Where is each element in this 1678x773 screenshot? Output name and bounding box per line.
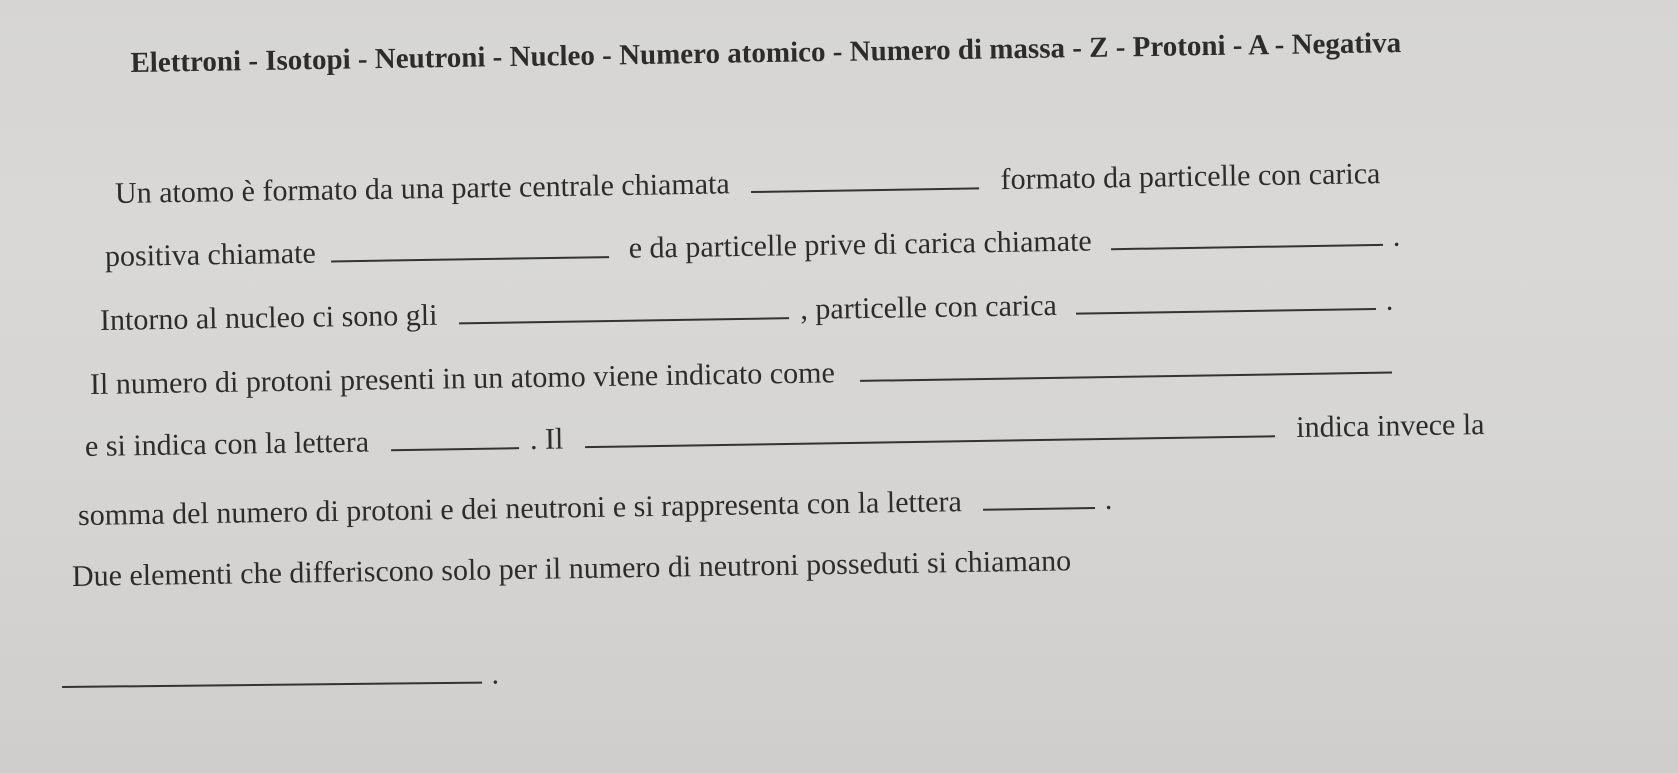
blank-numero-di-massa[interactable] bbox=[585, 409, 1275, 448]
blank-nucleo[interactable] bbox=[751, 161, 979, 193]
line-3-text-end: . bbox=[1385, 283, 1394, 317]
word-bank: Elettroni - Isotopi - Neutroni - Nucleo - Numero atomico - Numero di massa - Z - Protoni - A - Negativa bbox=[130, 27, 1402, 79]
sentence-line-3 bbox=[100, 282, 1394, 338]
line-5-text-before: e si indica con la lettera bbox=[84, 425, 370, 463]
line-1-text-before: Un atomo è formato da una parte centrale chiamata bbox=[114, 167, 730, 210]
blank-z[interactable] bbox=[390, 421, 518, 451]
sentence-line-6 bbox=[78, 481, 1113, 533]
line-5-text-after: indica invece la bbox=[1295, 408, 1485, 444]
blank-neutroni[interactable] bbox=[1111, 218, 1383, 250]
sentence-line-5 bbox=[85, 406, 1485, 464]
line-7-text-before: Due elementi che differiscono solo per il numero di neutroni posseduti si chiamano bbox=[71, 544, 1072, 593]
line-2-text-end: . bbox=[1392, 219, 1401, 253]
blank-protoni[interactable] bbox=[331, 230, 609, 262]
sentence-line-7 bbox=[72, 544, 1072, 594]
blank-isotopi[interactable] bbox=[62, 656, 482, 688]
line-2-text-middle: e da particelle prive di carica chiamate bbox=[628, 224, 1092, 265]
blank-a[interactable] bbox=[983, 481, 1095, 511]
line-6-text-before: somma del numero di protoni e dei neutroni e si rappresenta con la lettera bbox=[77, 485, 963, 532]
line-8-text-end: . bbox=[491, 657, 500, 691]
blank-negativa[interactable] bbox=[1076, 282, 1376, 315]
blank-elettroni[interactable] bbox=[459, 291, 789, 324]
line-2-text-before: positiva chiamate bbox=[104, 236, 317, 273]
line-4-text-before: Il numero di protoni presenti in un atomo viene indicato come bbox=[89, 356, 836, 401]
blank-numero-atomico[interactable] bbox=[860, 346, 1392, 382]
sentence-line-2 bbox=[105, 218, 1401, 274]
line-3-text-middle: , particelle con carica bbox=[800, 288, 1058, 326]
sentence-line-4 bbox=[90, 346, 1393, 402]
line-5-text-middle: . Il bbox=[529, 422, 564, 457]
line-3-text-before: Intorno al nucleo ci sono gli bbox=[99, 298, 438, 337]
sentence-line-1 bbox=[115, 155, 1381, 211]
line-1-text-after: formato da particelle con carica bbox=[1000, 157, 1381, 197]
sentence-line-8 bbox=[62, 655, 499, 696]
line-6-text-end: . bbox=[1104, 482, 1113, 516]
